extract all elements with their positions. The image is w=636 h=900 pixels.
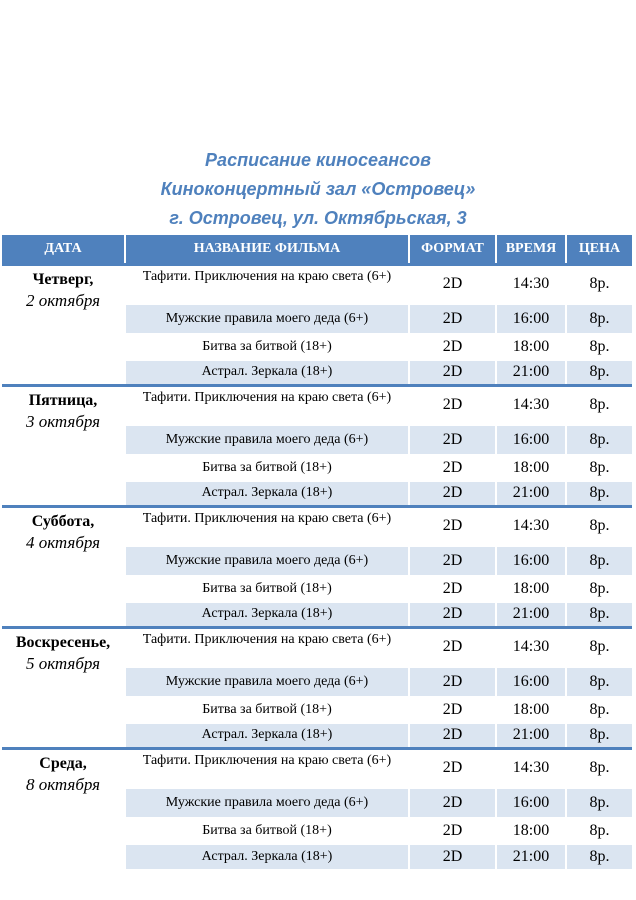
film-format: 2D	[409, 723, 496, 749]
day-name: Пятница,	[28, 392, 98, 409]
film-format: 2D	[409, 455, 496, 481]
session-time: 21:00	[496, 481, 566, 507]
film-title: Тафити. Приключения на краю света (6+)	[125, 749, 409, 788]
film-format: 2D	[409, 265, 496, 304]
film-format: 2D	[409, 507, 496, 546]
ticket-price: 8р.	[566, 667, 632, 697]
venue-address: г. Островец, ул. Октябрьская, 3	[169, 208, 467, 228]
film-title: Битва за битвой (18+)	[125, 334, 409, 360]
session-time: 14:30	[496, 628, 566, 667]
table-row	[2, 507, 632, 546]
day-date: 2 октября	[25, 291, 101, 310]
column-header-price: ЦЕНА	[566, 235, 632, 265]
film-format: 2D	[409, 576, 496, 602]
ticket-price: 8р.	[566, 334, 632, 360]
ticket-price: 8р.	[566, 425, 632, 455]
film-format: 2D	[409, 749, 496, 788]
session-time: 18:00	[496, 334, 566, 360]
ticket-price: 8р.	[566, 360, 632, 386]
ticket-price: 8р.	[566, 697, 632, 723]
ticket-price: 8р.	[566, 749, 632, 788]
session-time: 16:00	[496, 788, 566, 818]
day-date: 4 октября	[25, 533, 101, 552]
ticket-price: 8р.	[566, 481, 632, 507]
schedule-header	[0, 146, 636, 233]
film-title: Битва за битвой (18+)	[125, 818, 409, 844]
film-format: 2D	[409, 667, 496, 697]
session-time: 16:00	[496, 546, 566, 576]
film-title: Битва за битвой (18+)	[125, 576, 409, 602]
film-title: Астрал. Зеркала (18+)	[125, 360, 409, 386]
film-format: 2D	[409, 628, 496, 667]
session-time: 14:30	[496, 749, 566, 788]
table-row	[2, 749, 632, 788]
session-time: 18:00	[496, 697, 566, 723]
ticket-price: 8р.	[566, 788, 632, 818]
film-format: 2D	[409, 602, 496, 628]
venue-name: Киноконцертный зал «Островец»	[160, 179, 476, 199]
film-title: Мужские правила моего деда (6+)	[125, 667, 409, 697]
day-name: Воскресенье,	[15, 634, 111, 651]
film-format: 2D	[409, 386, 496, 425]
ticket-price: 8р.	[566, 602, 632, 628]
film-title: Астрал. Зеркала (18+)	[125, 723, 409, 749]
session-time: 16:00	[496, 304, 566, 334]
session-time: 21:00	[496, 844, 566, 870]
column-header-format: ФОРМАТ	[409, 235, 496, 265]
ticket-price: 8р.	[566, 818, 632, 844]
ticket-price: 8р.	[566, 844, 632, 870]
session-time: 21:00	[496, 360, 566, 386]
ticket-price: 8р.	[566, 304, 632, 334]
table-header-row	[2, 235, 632, 265]
session-time: 18:00	[496, 576, 566, 602]
day-name: Четверг,	[32, 271, 94, 288]
ticket-price: 8р.	[566, 723, 632, 749]
film-title: Мужские правила моего деда (6+)	[125, 425, 409, 455]
film-title: Астрал. Зеркала (18+)	[125, 481, 409, 507]
film-title: Астрал. Зеркала (18+)	[125, 602, 409, 628]
day-date: 5 октября	[25, 654, 101, 673]
ticket-price: 8р.	[566, 455, 632, 481]
column-header-film: НАЗВАНИЕ ФИЛЬМА	[125, 235, 409, 265]
day-date: 3 октября	[25, 412, 101, 431]
film-title: Битва за битвой (18+)	[125, 697, 409, 723]
day-name: Среда,	[39, 755, 87, 772]
schedule-body	[2, 265, 632, 870]
day-cell	[2, 507, 125, 628]
film-title: Тафити. Приключения на краю света (6+)	[125, 386, 409, 425]
session-time: 14:30	[496, 507, 566, 546]
film-format: 2D	[409, 844, 496, 870]
film-title: Тафити. Приключения на краю света (6+)	[125, 265, 409, 304]
session-time: 18:00	[496, 455, 566, 481]
day-cell	[2, 628, 125, 749]
film-title: Астрал. Зеркала (18+)	[125, 844, 409, 870]
day-cell	[2, 265, 125, 386]
table-row	[2, 265, 632, 304]
table-row	[2, 386, 632, 425]
session-time: 16:00	[496, 667, 566, 697]
table-row	[2, 628, 632, 667]
ticket-price: 8р.	[566, 628, 632, 667]
film-title: Мужские правила моего деда (6+)	[125, 546, 409, 576]
session-time: 18:00	[496, 818, 566, 844]
session-time: 14:30	[496, 386, 566, 425]
film-title: Битва за битвой (18+)	[125, 455, 409, 481]
day-cell	[2, 386, 125, 507]
film-format: 2D	[409, 334, 496, 360]
day-cell	[2, 749, 125, 870]
film-format: 2D	[409, 788, 496, 818]
film-format: 2D	[409, 481, 496, 507]
film-title: Мужские правила моего деда (6+)	[125, 788, 409, 818]
film-title: Мужские правила моего деда (6+)	[125, 304, 409, 334]
column-header-date: ДАТА	[2, 235, 125, 265]
ticket-price: 8р.	[566, 546, 632, 576]
film-title: Тафити. Приключения на краю света (6+)	[125, 628, 409, 667]
page-title: Расписание киносеансов	[205, 150, 431, 170]
session-time: 21:00	[496, 602, 566, 628]
schedule-table	[2, 235, 632, 871]
film-format: 2D	[409, 360, 496, 386]
film-format: 2D	[409, 697, 496, 723]
film-format: 2D	[409, 546, 496, 576]
ticket-price: 8р.	[566, 386, 632, 425]
film-title: Тафити. Приключения на краю света (6+)	[125, 507, 409, 546]
film-format: 2D	[409, 818, 496, 844]
column-header-time: ВРЕМЯ	[496, 235, 566, 265]
day-name: Суббота,	[31, 513, 95, 530]
ticket-price: 8р.	[566, 265, 632, 304]
ticket-price: 8р.	[566, 507, 632, 546]
ticket-price: 8р.	[566, 576, 632, 602]
session-time: 21:00	[496, 723, 566, 749]
session-time: 14:30	[496, 265, 566, 304]
session-time: 16:00	[496, 425, 566, 455]
day-date: 8 октября	[25, 775, 101, 794]
film-format: 2D	[409, 425, 496, 455]
film-format: 2D	[409, 304, 496, 334]
